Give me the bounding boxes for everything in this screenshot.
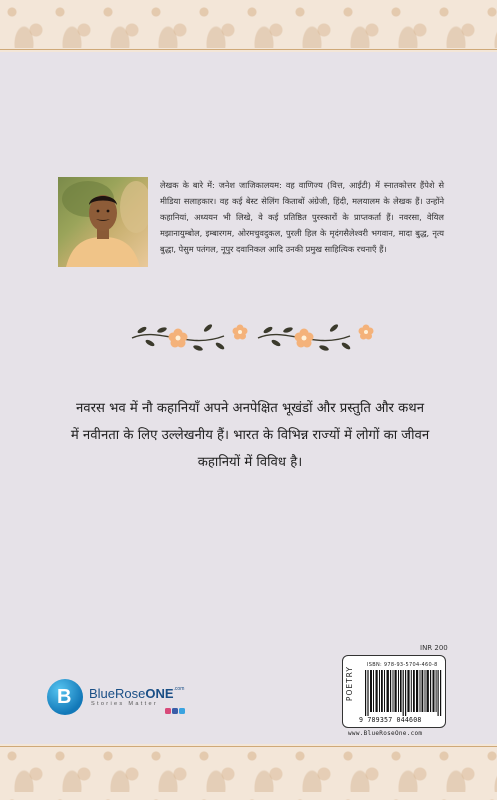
- website-link[interactable]: www.BlueRoseOne.com: [348, 730, 423, 737]
- bottom-decorative-border: [0, 744, 497, 800]
- publisher-name: BlueRoseONE$^{.com}$: [89, 686, 185, 701]
- isbn-barcode-box: [342, 655, 446, 728]
- publisher-logo: [47, 679, 207, 719]
- isbn-label: ISBN: 978-93-5704-460-8: [367, 662, 438, 668]
- publisher-logo-icon: [47, 679, 83, 715]
- facebook-icon[interactable]: [172, 708, 178, 714]
- instagram-icon[interactable]: [165, 708, 171, 714]
- logo-letter: B: [57, 686, 72, 708]
- price-label: INR 200: [420, 644, 448, 652]
- isbn-digits: 9 789357 044608: [359, 716, 422, 724]
- twitter-icon[interactable]: [179, 708, 185, 714]
- author-photo: [58, 177, 148, 267]
- author-bio: लेखक के बारे में: जनेश जाजिकालयम: वह वाणिज्य (वित्त, आईटी) में स्नातकोत्तर हैंपेशे से मीडिया सलाहकार। वह कई बेस्ट सेलिंग किताबों अंग्रेजी, हिंदी, मलयालम के लेखक हैं। उन्होंने कहानियां, अध्ययन भी लिखे, वे कई प्रतिष्ठित पुरस्कारों के प्राप्तकर्ता हैं। नवरसा, वेयिल मझानायुम्बोल, इम्बारगम, ओरमचुवदुकल, पुरली हिल के मृदंगसैलेश्वरी भगवान, मादा बुद्ध, नृत्य बुद्धा, पेसुम पतंगल, नूपुर दवानिकल आदि उनकी प्रमुख साहित्यिक रचनाएँ हैं।: [160, 180, 444, 254]
- publisher-tagline: Stories Matter: [91, 701, 159, 707]
- social-icons: [165, 708, 186, 716]
- book-blurb: नवरस भव में नौ कहानियाँ अपने अनपेक्षित भूखंडों और प्रस्तुति और कथन में नवीनता के लिए उल्लेखनीय हैं। भारत के विभिन्न राज्यों में लोगों का जीवन कहानियों में विविध है।: [70, 401, 430, 470]
- barcode-graphic: [365, 670, 443, 716]
- floral-ornament: [128, 318, 378, 356]
- category-label: POETRY: [345, 666, 354, 702]
- top-decorative-border: [0, 0, 497, 52]
